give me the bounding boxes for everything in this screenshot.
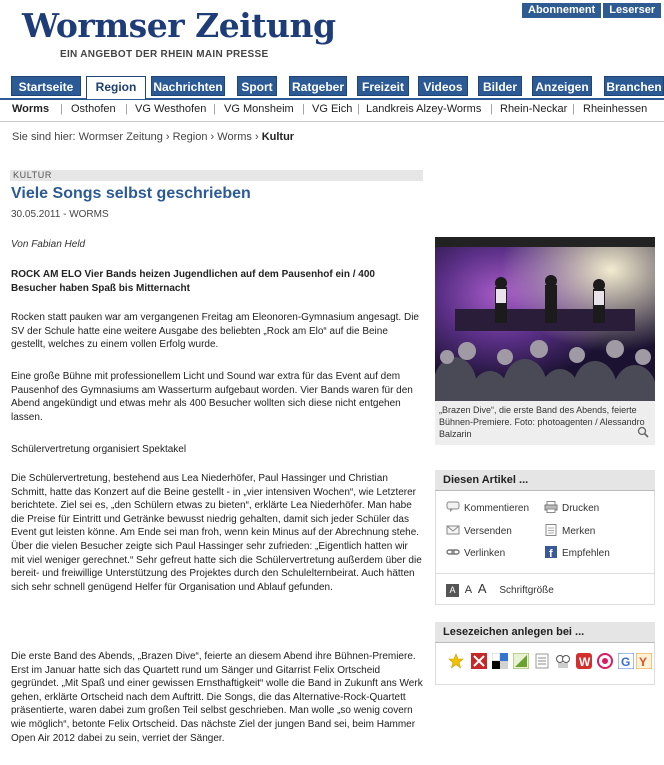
sub-navigation bbox=[0, 100, 664, 122]
nav-nachrichten[interactable]: Nachrichten bbox=[151, 76, 225, 96]
leserservice-button[interactable]: Leserser bbox=[603, 3, 661, 18]
subnav-rhein-neckar[interactable]: Rhein-Neckar bbox=[500, 103, 568, 115]
article-headline: Viele Songs selbst geschrieben bbox=[11, 185, 251, 202]
article-dateline: 30.05.2011 - WORMS bbox=[11, 209, 109, 220]
tool-label: Merken bbox=[562, 526, 596, 537]
divider bbox=[436, 573, 654, 574]
top-buttons bbox=[522, 0, 663, 15]
nav-ratgeber[interactable]: Ratgeber bbox=[289, 76, 347, 96]
site-logo[interactable]: Wormser Zeitung bbox=[22, 6, 336, 45]
nav-freizeit[interactable]: Freizeit bbox=[357, 76, 409, 96]
nav-sport[interactable]: Sport bbox=[237, 76, 277, 96]
svg-text:G: G bbox=[621, 655, 631, 669]
subnav-separator: | bbox=[213, 103, 216, 115]
breadcrumb-current: Kultur bbox=[261, 131, 295, 143]
nav-startseite[interactable]: Startseite bbox=[11, 76, 81, 96]
subnav-vg-eich[interactable]: VG Eich bbox=[312, 103, 353, 115]
tool-versenden[interactable] bbox=[446, 524, 512, 537]
subnav-separator: | bbox=[125, 103, 128, 115]
subnav-separator: | bbox=[357, 103, 360, 115]
misterwong-bookmark-icon[interactable] bbox=[597, 653, 613, 669]
svg-text:f: f bbox=[549, 548, 553, 558]
article-photo[interactable] bbox=[435, 237, 655, 401]
svg-text:Y: Y bbox=[639, 655, 648, 669]
article-subheading: Schülervertretung organisiert Spektakel bbox=[11, 444, 187, 455]
article-teaser: ROCK AM ELO Vier Bands heizen Jugendlichen auf dem Pausenhof ein / 400 Besucher haben Spaß bis Mitternacht bbox=[11, 269, 375, 294]
site-header bbox=[0, 0, 664, 75]
breadcrumb-prefix: Sie sind hier: bbox=[12, 131, 76, 143]
concert-photo bbox=[435, 237, 655, 401]
yahoo-bookmark-icon[interactable] bbox=[636, 653, 652, 669]
subnav-worms[interactable]: Worms bbox=[12, 103, 50, 115]
zoom-icon[interactable] bbox=[637, 426, 649, 441]
breadcrumb-separator: › bbox=[165, 131, 170, 143]
webnews-bookmark-icon[interactable] bbox=[576, 653, 592, 669]
section-label: KULTUR bbox=[10, 170, 423, 181]
breadcrumb-item[interactable]: Region bbox=[172, 131, 208, 143]
breadcrumb-item[interactable]: Worms bbox=[217, 131, 252, 143]
breadcrumb-separator: › bbox=[210, 131, 215, 143]
font-size-small-button[interactable]: A bbox=[446, 584, 459, 597]
tool-label: Kommentieren bbox=[464, 503, 530, 514]
article-tools-box bbox=[435, 491, 655, 605]
yigg-bookmark-icon[interactable] bbox=[534, 653, 550, 669]
delicious-bookmark-icon[interactable] bbox=[492, 653, 508, 669]
print-icon bbox=[544, 501, 558, 513]
google-bookmark-icon[interactable] bbox=[618, 653, 634, 669]
font-size-label: Schriftgröße bbox=[499, 585, 554, 596]
link-icon bbox=[446, 546, 460, 558]
article-author: Von Fabian Held bbox=[11, 239, 86, 250]
breadcrumb-item[interactable]: Wormser Zeitung bbox=[78, 131, 163, 143]
tool-label: Versenden bbox=[464, 526, 512, 537]
bookmarks-box bbox=[435, 643, 655, 685]
notepad-icon bbox=[544, 524, 558, 536]
bookmarks-header: Lesezeichen anlegen bei ... bbox=[435, 622, 655, 643]
font-size-control bbox=[446, 581, 554, 597]
subnav-separator: | bbox=[490, 103, 493, 115]
photo-caption-box bbox=[435, 401, 655, 445]
subnav-vg-westhofen[interactable]: VG Westhofen bbox=[135, 103, 207, 115]
article-paragraph: Eine große Bühne mit professionellem Licht und Sound war extra für das Event auf dem Pausenhof des Gymnasiums am Wasserturm aufgebaut worden. Vier Bands waren für den Abend angekündigt und etwas mehr als 400 Besucher wollten sich diese nicht entgehen lassen. bbox=[11, 371, 413, 423]
oneview-bookmark-icon[interactable] bbox=[555, 653, 571, 669]
breadcrumb-separator: › bbox=[254, 131, 259, 143]
main-navigation bbox=[0, 76, 664, 101]
mrwong-bookmark-icon[interactable] bbox=[471, 653, 487, 669]
font-size-large-button[interactable]: A bbox=[477, 581, 487, 596]
tool-label: Empfehlen bbox=[562, 548, 610, 559]
tool-label: Verlinken bbox=[464, 548, 506, 559]
site-tagline: EIN ANGEBOT DER RHEIN MAIN PRESSE bbox=[60, 49, 269, 60]
article-paragraph: Die erste Band des Abends, „Brazen Dive“, feierte an diesem Abend ihre Bühnen-Premiere. Erst im Januar hatte sich das Quartett rund um Sänger und Gitarrist Felix Ortscheid gegründet. „Mit Spaß und einer gewissen Ernsthaftigkeit“ wolle die Band in Zukunft ans Werk gehen, erklärte Ortscheid nach dem Auftritt. Die Songs, die das Alternative-Rock-Quartett präsentierte, waren dabei zum großen Teil selbst geschrieben. Man wolle „so wenig covern wie möglich“, betonte Felix Ortscheid. Das nächste Ziel der jungen Band sei, beim Hammer Open Air 2012 dabei zu sein, verriet der Sänger. bbox=[11, 651, 423, 744]
abonnement-button[interactable]: Abonnement bbox=[522, 3, 601, 18]
tool-kommentieren[interactable] bbox=[446, 501, 529, 514]
linkarena-bookmark-icon[interactable] bbox=[513, 653, 529, 669]
nav-branchen[interactable]: Branchen bbox=[604, 76, 664, 96]
nav-anzeigen[interactable]: Anzeigen bbox=[532, 76, 592, 96]
nav-region[interactable]: Region bbox=[86, 76, 146, 99]
subnav-separator: | bbox=[572, 103, 575, 115]
photo-caption: „Brazen Dive“, die erste Band des Abends, feierte Bühnen-Premiere. Foto: photoagenten / Alessandro Balzarin bbox=[439, 405, 645, 439]
tool-verlinken[interactable] bbox=[446, 546, 505, 559]
subnav-vg-monsheim[interactable]: VG Monsheim bbox=[224, 103, 294, 115]
font-size-medium-button[interactable]: A bbox=[464, 584, 473, 596]
subnav-landkreis-alzey-worms[interactable]: Landkreis Alzey-Worms bbox=[366, 103, 482, 115]
tool-merken[interactable] bbox=[544, 524, 595, 537]
subnav-osthofen[interactable]: Osthofen bbox=[71, 103, 116, 115]
mail-icon bbox=[446, 524, 460, 536]
comment-icon bbox=[446, 501, 460, 513]
tool-empfehlen[interactable] bbox=[544, 546, 610, 559]
article-paragraph: Die Schülervertretung, bestehend aus Lea Niederhöfer, Paul Hassinger und Christian Schmitt, hatte das Konzert auf die Beine gestellt - in „vier intensiven Wochen“, wie Letzterer berichtete. Ziel sei es, „den Schülern etwas zu bieten“, erklärte Lea Niederhöfer. Man habe die Preise für Eintritt und Getränke bewusst niedrig gehalten, damit sich jeder Schüler das Event gut leisten könne. Am Ende sei man froh, wenn kein Minus auf der Abrechnung stehe. Über die vielen Besucher zeigte sich Paul Hassinger sehr zufrieden: „Eigentlich hatten wir mit viel weniger gerechnet.“ Sehr gefreut hatte sich die Schülervertretung außerdem über die bereit- und freiwillige Unterstützung des Projektes durch den Schulelternbeirat. Auch hätten sich sehr schnell genügend Helfer für Organisation und Ablauf gefunden. bbox=[11, 473, 422, 593]
article-tools-header: Diesen Artikel ... bbox=[435, 470, 655, 491]
nav-videos[interactable]: Videos bbox=[418, 76, 468, 96]
subnav-rheinhessen[interactable]: Rheinhessen bbox=[583, 103, 648, 115]
subnav-separator: | bbox=[60, 103, 63, 115]
svg-text:W: W bbox=[579, 655, 591, 669]
nav-bilder[interactable]: Bilder bbox=[478, 76, 522, 96]
star-bookmark-icon[interactable] bbox=[448, 653, 464, 669]
facebook-icon bbox=[544, 546, 558, 558]
tool-drucken[interactable] bbox=[544, 501, 599, 514]
breadcrumb bbox=[12, 131, 294, 143]
tool-label: Drucken bbox=[562, 503, 600, 514]
subnav-separator: | bbox=[302, 103, 305, 115]
article-paragraph: Rocken statt pauken war am vergangenen Freitag am Eleonoren-Gymnasium angesagt. Die SV der Schule hatte eine weitere Ausgabe des beliebten „Rock am Elo“ auf die Beine gestellt, welches zu einem vollen Erfolg wurde. bbox=[11, 312, 419, 351]
